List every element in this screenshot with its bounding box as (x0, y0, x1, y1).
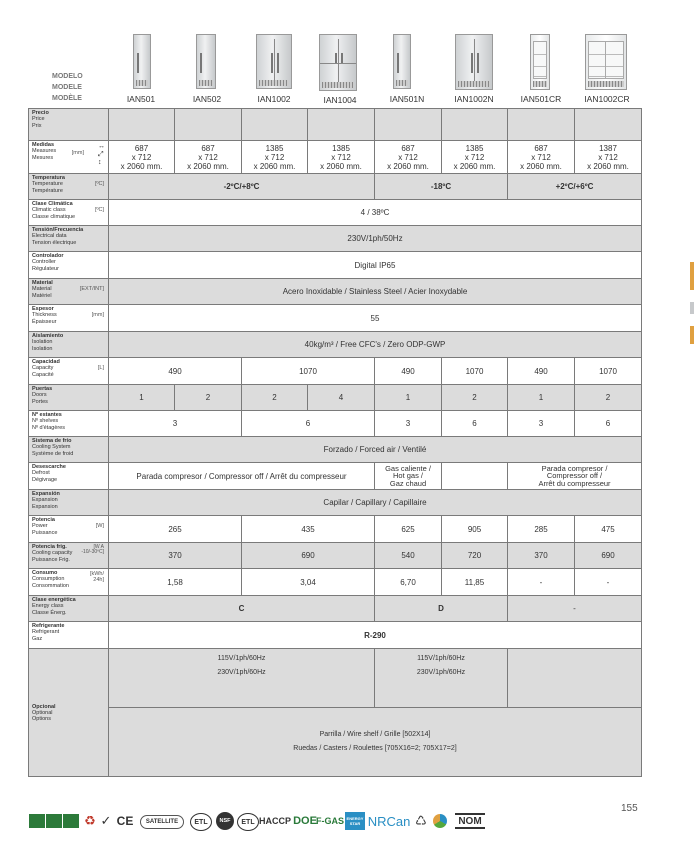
cell-consumo: 1,58 (109, 569, 242, 596)
cell-estantes: 3 (109, 411, 242, 437)
cell-potencia: 285 (508, 516, 575, 543)
f-gas-icon: F-GAS (316, 816, 344, 826)
row-estantes (29, 411, 642, 437)
cell-aislamiento: 40kg/m³ / Free CFC's / Zero ODP-GWP (109, 332, 642, 358)
label-precio: Precio Price Prix (29, 109, 109, 141)
row-clase-climatica (29, 200, 642, 226)
spec-table (28, 108, 642, 777)
cell-capacidad: 490 (109, 358, 242, 385)
cell-consumo: - (575, 569, 642, 596)
cell-estantes: 6 (442, 411, 508, 437)
cell-potencia: 475 (575, 516, 642, 543)
row-aislamiento (29, 332, 642, 358)
cell-clase: 4 / 38ºC (109, 200, 642, 226)
cell-puertas: 2 (242, 385, 308, 411)
row-desescarche (29, 463, 642, 490)
cell-estantes: 6 (242, 411, 375, 437)
emblem-icon (430, 812, 450, 830)
row-material (29, 279, 642, 305)
label-temperatura: Temperatura Temperature Température [ºC] (29, 174, 109, 200)
modelo-label-es: MODELO (52, 73, 83, 80)
modelo-label-fr2: MODÈLE (52, 95, 82, 102)
side-tab-gap (690, 290, 694, 302)
cell-tension: 230V/1ph/50Hz (109, 226, 642, 252)
model-name-ian1004: IAN1004 (323, 95, 357, 105)
label-consumo: Consumo Consumption Consommation [kWh/ 24h] (29, 569, 109, 596)
product-image-ian1002cr (585, 34, 627, 90)
label-controlador: Controlador Controller Régulateur (29, 252, 109, 279)
cell-puertas: 1 (375, 385, 442, 411)
label-desescarche: Desescarche Defrost Dégivrage (29, 463, 109, 490)
cell-puertas: 1 (508, 385, 575, 411)
row-potencia-frig (29, 543, 642, 569)
cell-consumo: - (508, 569, 575, 596)
cell-energy-class-1: C (109, 596, 375, 622)
cell-expansion: Capilar / Capillary / Capillaire (109, 490, 642, 516)
cell-potencia: 625 (375, 516, 442, 543)
cell-capacidad: 490 (508, 358, 575, 385)
side-tab (690, 262, 694, 290)
cell-medidas: 687 x 712 x 2060 mm. (508, 141, 575, 174)
label-estantes: Nº estantes Nº shelves Nº d'étagères (29, 411, 109, 437)
model-name-ian1002n: IAN1002N (454, 94, 494, 104)
etl-icon: ETL (190, 813, 212, 831)
label-capacidad: Capacidad Capacity Capacité [L] (29, 358, 109, 385)
label-potencia: Potencia Power Puissance [W] (29, 516, 109, 543)
cell-potencia-frig: 370 (109, 543, 242, 569)
label-material: Material Material Matériel [EXT/INT] (29, 279, 109, 305)
satellite-icon: SATELLITE (140, 815, 184, 829)
cell-capacidad: 1070 (575, 358, 642, 385)
model-name-ian501: IAN501 (126, 94, 156, 104)
cell-potencia-frig: 690 (242, 543, 375, 569)
cell-espesor: 55 (109, 305, 642, 332)
row-tension (29, 226, 642, 252)
recycle-icon: ♺ (415, 813, 427, 828)
cell-capacidad: 1070 (442, 358, 508, 385)
row-sistema (29, 437, 642, 463)
row-puertas (29, 385, 642, 411)
cell-potencia-frig: 540 (375, 543, 442, 569)
cell-puertas: 2 (442, 385, 508, 411)
cell-controlador: Digital IP65 (109, 252, 642, 279)
model-name-ian501cr: IAN501CR (520, 94, 562, 104)
cell-estantes: 6 (575, 411, 642, 437)
row-expansion (29, 490, 642, 516)
model-name-ian1002: IAN1002 (257, 94, 291, 104)
row-precio (29, 109, 642, 141)
cell-energy-class-3: - (508, 596, 642, 622)
row-opcional-bottom (29, 708, 642, 777)
cell-puertas: 2 (175, 385, 242, 411)
cell-capacidad: 1070 (242, 358, 375, 385)
side-tab-grey (690, 302, 694, 314)
label-sistema: Sistema de frío Cooling System Système de froid (29, 437, 109, 463)
tested-icon: ♻ (84, 813, 96, 828)
cell-opcional-voltage-2: 115V/1ph/60Hz 230V/1ph/60Hz (375, 649, 508, 708)
row-capacidad (29, 358, 642, 385)
cell-capacidad: 490 (375, 358, 442, 385)
energy-star-icon: ENERGY STAR (345, 812, 365, 830)
cell-estantes: 3 (508, 411, 575, 437)
model-name-ian502: IAN502 (192, 94, 222, 104)
row-espesor (29, 305, 642, 332)
cell-medidas: 1387 x 712 x 2060 mm. (575, 141, 642, 174)
cell-puertas: 4 (308, 385, 375, 411)
label-clase-climatica: Clase Climática Climatic class Classe climatique [ºC] (29, 200, 109, 226)
cell-desescarche-1: Parada compresor / Compressor off / Arrêt du compresseur (109, 463, 375, 490)
cell-medidas: 687 x 712 x 2060 mm. (375, 141, 442, 174)
cell-potencia: 905 (442, 516, 508, 543)
label-opcional: Opcional Optional Options (29, 649, 109, 777)
cell-desescarche-2: Gas caliente / Hot gas / Gaz chaud (375, 463, 442, 490)
cell-medidas: 1385 x 712 x 2060 mm. (308, 141, 375, 174)
cell-temp-negative: -18ºC (375, 174, 508, 200)
cell-puertas: 2 (575, 385, 642, 411)
label-clase-energetica: Clase energética Energy class Classe Énerg. (29, 596, 109, 622)
page-number: 155 (621, 803, 638, 814)
nsf-icon: NSF (216, 812, 234, 830)
product-image-ian501n (393, 34, 411, 89)
cell-potencia-frig: 720 (442, 543, 508, 569)
cell-consumo: 6,70 (375, 569, 442, 596)
model-name-ian1002cr: IAN1002CR (584, 94, 630, 104)
cell-refrigerante: R-290 (109, 622, 642, 649)
cell-opcional-accessories: Parrilla / Wire shelf / Grille [502X14] Ruedas / Casters / Roulettes [705X16=2; 705X17=2] (109, 708, 642, 777)
cell-medidas: 1385 x 712 x 2060 mm. (442, 141, 508, 174)
check-icon: ✓ (100, 813, 112, 828)
cell-potencia: 265 (109, 516, 242, 543)
row-clase-energetica (29, 596, 642, 622)
row-potencia (29, 516, 642, 543)
label-aislamiento: Aislamiento Isolation Isolation (29, 332, 109, 358)
product-image-ian502 (196, 34, 216, 89)
product-image-ian501 (133, 34, 151, 89)
row-temperatura (29, 174, 642, 200)
doe-icon: DOE (293, 815, 317, 827)
cell-potencia-frig: 690 (575, 543, 642, 569)
row-opcional-top (29, 649, 642, 708)
cell-potencia-frig: 370 (508, 543, 575, 569)
nom-icon: NOM (455, 813, 485, 829)
cell-medidas: 1385 x 712 x 2060 mm. (242, 141, 308, 174)
cell-estantes: 3 (375, 411, 442, 437)
label-medidas: Medidas Measures Mesures [mm] ↔ ⤢ ↕ (29, 141, 109, 174)
side-tab-lower (690, 326, 694, 344)
row-controlador (29, 252, 642, 279)
ce-mark-icon: CE (116, 814, 134, 828)
cell-medidas: 687 x 712 x 2060 mm. (175, 141, 242, 174)
product-image-ian1002 (256, 34, 292, 89)
model-name-ian501n: IAN501N (389, 94, 425, 104)
label-expansion: Expansión Expansion Expansion (29, 490, 109, 516)
dimension-arrows-icon: ↔ ⤢ ↕ (98, 143, 105, 166)
label-tension: Tensión/Frecuencia Electrical data Tension électrique (29, 226, 109, 252)
cell-sistema: Forzado / Forced air / Ventilé (109, 437, 642, 463)
energy-label-icons (28, 812, 80, 830)
cell-temp-positive: -2ºC/+8ºC (109, 174, 375, 200)
row-consumo (29, 569, 642, 596)
cell-material: Acero Inoxidable / Stainless Steel / Acier Inoxydable (109, 279, 642, 305)
nrcan-icon: NRCan (367, 813, 411, 829)
cell-potencia: 435 (242, 516, 375, 543)
cell-opcional-voltage-1: 115V/1ph/60Hz 230V/1ph/60Hz (109, 649, 375, 708)
etl-sanitation-icon: ETL (237, 813, 259, 831)
cell-temp-cr: +2ºC/+6ºC (508, 174, 642, 200)
cell-puertas: 1 (109, 385, 175, 411)
label-potencia-frig: Potencia frig. Cooling capacity Puissance Frig. [W A -10/-30ºC] (29, 543, 109, 569)
label-refrigerante: Refrigerante Refrigerant Gaz (29, 622, 109, 649)
cell-consumo: 11,85 (442, 569, 508, 596)
cell-desescarche-3: Parada compresor / Compressor off / Arrêt du compresseur (508, 463, 642, 490)
label-espesor: Espesor Thickness Épaisseur [mm] (29, 305, 109, 332)
product-image-ian501cr (530, 34, 550, 90)
cell-consumo: 3,04 (242, 569, 375, 596)
row-medidas (29, 141, 642, 174)
modelo-label-fr: MODELE (52, 84, 82, 91)
product-image-ian1002n (455, 34, 493, 90)
label-puertas: Puertas Doors Portes (29, 385, 109, 411)
row-refrigerante (29, 622, 642, 649)
cell-energy-class-2: D (375, 596, 508, 622)
haccp-icon: HACCP (258, 816, 291, 826)
cell-medidas: 687 x 712 x 2060 mm. (109, 141, 175, 174)
product-image-ian1004 (319, 34, 357, 91)
